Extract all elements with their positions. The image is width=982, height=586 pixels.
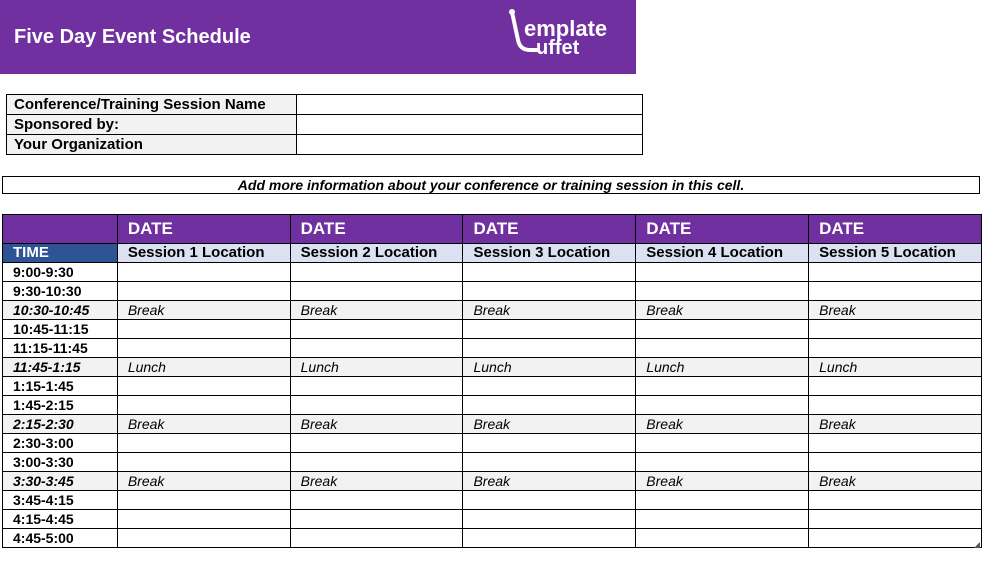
session-cell[interactable] — [636, 529, 809, 548]
schedule-row — [3, 529, 982, 548]
session-cell[interactable] — [463, 377, 636, 396]
schedule-row — [3, 301, 982, 320]
schedule-row — [3, 263, 982, 282]
session-cell[interactable]: Lunch — [117, 358, 290, 377]
date-header-cell[interactable]: DATE — [636, 215, 809, 244]
session-cell[interactable] — [809, 529, 982, 548]
schedule-table — [2, 214, 982, 548]
time-slot-cell: 3:45-4:15 — [3, 491, 118, 510]
session-cell[interactable] — [636, 453, 809, 472]
time-slot-cell: 11:15-11:45 — [3, 339, 118, 358]
session-cell[interactable] — [636, 320, 809, 339]
time-slot-cell: 10:45-11:15 — [3, 320, 118, 339]
schedule-row — [3, 510, 982, 529]
time-slot-cell: 1:45-2:15 — [3, 396, 118, 415]
schedule-row — [3, 339, 982, 358]
session-location-cell[interactable]: Session 5 Location — [809, 244, 982, 263]
time-slot-cell: 3:30-3:45 — [3, 472, 118, 491]
schedule-row — [3, 453, 982, 472]
session-cell[interactable]: Break — [463, 301, 636, 320]
logo-text-top: emplate — [524, 16, 608, 41]
additional-info-cell[interactable]: Add more information about your conference or training session in this cell. — [2, 176, 980, 194]
session-cell[interactable]: Break — [636, 415, 809, 434]
session-cell[interactable] — [117, 339, 290, 358]
session-cell[interactable] — [290, 510, 463, 529]
header-banner — [0, 0, 636, 74]
session-cell[interactable] — [636, 510, 809, 529]
info-value-cell[interactable] — [297, 95, 643, 115]
session-cell[interactable] — [809, 263, 982, 282]
event-info-table — [6, 94, 643, 155]
time-slot-cell: 2:15-2:30 — [3, 415, 118, 434]
session-cell[interactable] — [636, 396, 809, 415]
session-cell[interactable] — [636, 434, 809, 453]
session-cell[interactable] — [809, 491, 982, 510]
session-cell[interactable] — [636, 491, 809, 510]
session-cell[interactable]: Break — [117, 301, 290, 320]
session-cell[interactable] — [117, 282, 290, 301]
session-cell[interactable] — [809, 377, 982, 396]
session-cell[interactable] — [809, 282, 982, 301]
session-cell[interactable] — [117, 453, 290, 472]
time-slot-cell: 10:30-10:45 — [3, 301, 118, 320]
session-cell[interactable] — [809, 434, 982, 453]
session-cell[interactable]: Lunch — [809, 358, 982, 377]
session-cell[interactable] — [117, 320, 290, 339]
session-cell[interactable] — [463, 529, 636, 548]
time-slot-cell: 9:00-9:30 — [3, 263, 118, 282]
session-cell[interactable]: Break — [809, 415, 982, 434]
session-cell[interactable] — [290, 529, 463, 548]
session-cell[interactable]: Lunch — [290, 358, 463, 377]
date-header-cell[interactable]: DATE — [290, 215, 463, 244]
session-cell[interactable] — [117, 529, 290, 548]
session-cell[interactable] — [809, 510, 982, 529]
time-header: TIME — [3, 244, 118, 263]
logo-text-bottom: uffet — [536, 37, 580, 59]
date-header-cell[interactable]: DATE — [809, 215, 982, 244]
session-cell[interactable] — [290, 396, 463, 415]
session-cell[interactable]: Break — [809, 301, 982, 320]
session-cell[interactable]: Break — [290, 301, 463, 320]
time-slot-cell: 3:00-3:30 — [3, 453, 118, 472]
session-cell[interactable]: Break — [636, 472, 809, 491]
info-label: Your Organization — [7, 135, 297, 155]
session-cell[interactable] — [809, 320, 982, 339]
session-cell[interactable] — [809, 396, 982, 415]
session-cell[interactable]: Break — [463, 472, 636, 491]
session-cell[interactable] — [290, 263, 463, 282]
session-cell[interactable] — [463, 491, 636, 510]
session-cell[interactable] — [636, 339, 809, 358]
session-cell[interactable] — [809, 453, 982, 472]
session-cell[interactable] — [290, 491, 463, 510]
session-cell[interactable] — [290, 377, 463, 396]
corner-cell — [3, 215, 118, 244]
session-location-cell[interactable]: Session 4 Location — [636, 244, 809, 263]
session-cell[interactable] — [117, 434, 290, 453]
schedule-row — [3, 396, 982, 415]
session-cell[interactable] — [117, 377, 290, 396]
session-cell[interactable] — [117, 510, 290, 529]
resize-handle-icon[interactable] — [974, 542, 980, 548]
info-row — [7, 135, 643, 155]
info-row — [7, 115, 643, 135]
info-label: Conference/Training Session Name — [7, 95, 297, 115]
session-location-cell[interactable]: Session 2 Location — [290, 244, 463, 263]
session-cell[interactable]: Break — [290, 415, 463, 434]
session-cell[interactable] — [463, 396, 636, 415]
schedule-row — [3, 472, 982, 491]
session-cell[interactable]: Lunch — [636, 358, 809, 377]
session-cell[interactable] — [117, 491, 290, 510]
time-slot-cell: 9:30-10:30 — [3, 282, 118, 301]
info-value-cell[interactable] — [297, 135, 643, 155]
session-cell[interactable] — [290, 453, 463, 472]
time-slot-cell: 11:45-1:15 — [3, 358, 118, 377]
session-cell[interactable] — [636, 377, 809, 396]
session-cell[interactable] — [290, 339, 463, 358]
info-value-cell[interactable] — [297, 115, 643, 135]
session-cell[interactable] — [463, 339, 636, 358]
session-cell[interactable] — [463, 434, 636, 453]
session-cell[interactable] — [463, 282, 636, 301]
session-cell[interactable]: Break — [809, 472, 982, 491]
template-buffet-logo — [504, 6, 632, 66]
session-cell[interactable]: Break — [117, 472, 290, 491]
session-cell[interactable] — [463, 320, 636, 339]
session-cell[interactable] — [117, 396, 290, 415]
schedule-row — [3, 282, 982, 301]
page-title: Five Day Event Schedule — [14, 26, 251, 48]
session-cell[interactable] — [290, 320, 463, 339]
date-header-cell[interactable]: DATE — [117, 215, 290, 244]
schedule-row — [3, 491, 982, 510]
session-cell[interactable]: Break — [463, 415, 636, 434]
session-cell[interactable] — [809, 339, 982, 358]
session-cell[interactable]: Break — [117, 415, 290, 434]
time-slot-cell: 1:15-1:45 — [3, 377, 118, 396]
session-cell[interactable] — [463, 453, 636, 472]
time-slot-cell: 4:15-4:45 — [3, 510, 118, 529]
schedule-row — [3, 415, 982, 434]
schedule-row — [3, 358, 982, 377]
session-cell[interactable] — [290, 434, 463, 453]
location-header-row — [3, 244, 982, 263]
session-cell[interactable]: Lunch — [463, 358, 636, 377]
time-slot-cell: 2:30-3:00 — [3, 434, 118, 453]
session-cell[interactable]: Break — [290, 472, 463, 491]
info-row — [7, 95, 643, 115]
session-cell[interactable] — [117, 263, 290, 282]
schedule-row — [3, 320, 982, 339]
date-header-row — [3, 215, 982, 244]
session-cell[interactable] — [636, 282, 809, 301]
date-header-cell[interactable]: DATE — [463, 215, 636, 244]
session-cell[interactable] — [290, 282, 463, 301]
schedule-row — [3, 434, 982, 453]
session-location-cell[interactable]: Session 1 Location — [117, 244, 290, 263]
session-location-cell[interactable]: Session 3 Location — [463, 244, 636, 263]
session-cell[interactable] — [463, 263, 636, 282]
session-cell[interactable] — [636, 263, 809, 282]
time-slot-cell: 4:45-5:00 — [3, 529, 118, 548]
schedule-row — [3, 377, 982, 396]
info-label: Sponsored by: — [7, 115, 297, 135]
session-cell[interactable] — [463, 510, 636, 529]
session-cell[interactable]: Break — [636, 301, 809, 320]
